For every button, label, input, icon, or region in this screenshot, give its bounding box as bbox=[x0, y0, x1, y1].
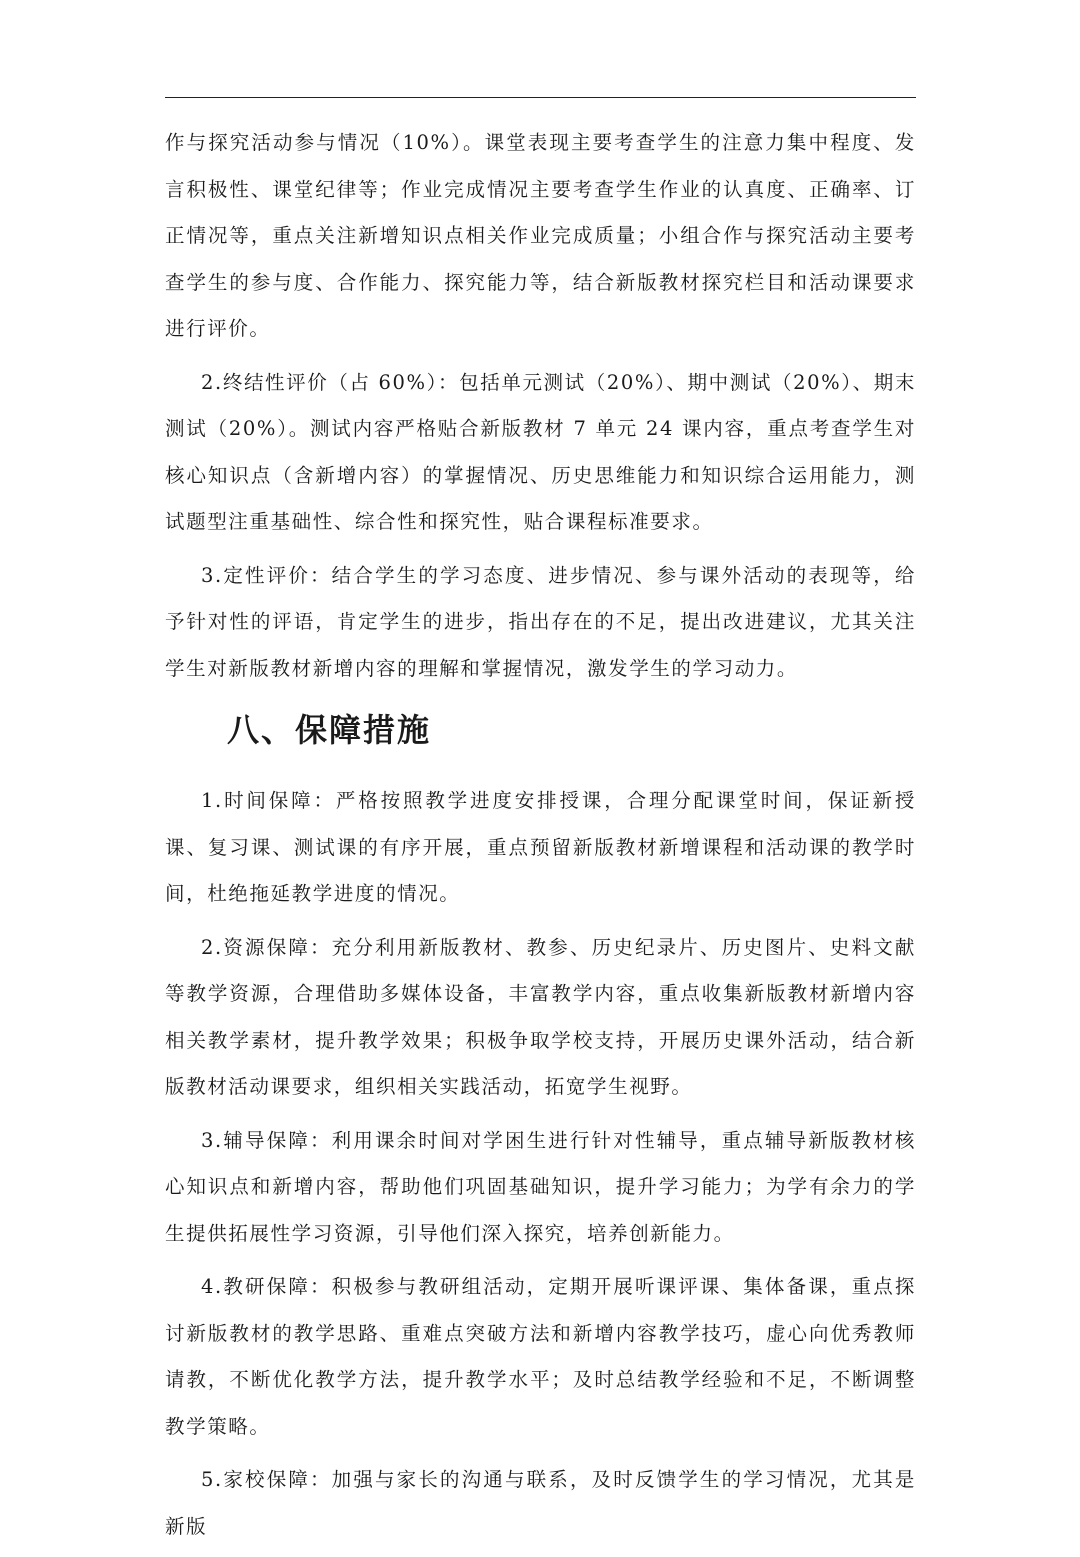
header-rule bbox=[165, 97, 916, 98]
paragraph-resource-guarantee: 2.资源保障：充分利用新版教材、教参、历史纪录片、历史图片、史料文献等教学资源，合理借助多媒体设备，丰富教学内容，重点收集新版教材新增内容相关教学素材，提升教学效果；积极争取学校支持，开展历史课外活动，结合新版教材活动课要求，组织相关实践活动，拓宽学生视野。 bbox=[165, 935, 916, 1098]
paragraph-evaluation-continued: 作与探究活动参与情况（10%）。课堂表现主要考查学生的注意力集中程度、发言积极性、课堂纪律等；作业完成情况主要考查学生作业的认真度、正确率、订正情况等，重点关注新增知识点相关作业完成质量；小组合作与探究活动主要考查学生的参与度、合作能力、探究能力等，结合新版教材探究栏目和活动课要求进行评价。 bbox=[165, 131, 916, 340]
document-body bbox=[165, 120, 916, 1557]
section-heading: 八、保障措施 bbox=[227, 711, 432, 749]
paragraph-summative-evaluation: 2.终结性评价（占 60%）：包括单元测试（20%）、期中测试（20%）、期末测试（20%）。测试内容严格贴合新版教材 7 单元 24 课内容，重点考查学生对核心知识点（含新增内容）的掌握情况、历史思维能力和知识综合运用能力，测试题型注重基础性、综合性和探究性，贴合课程标准要求。 bbox=[165, 370, 916, 533]
paragraph-research-guarantee: 4.教研保障：积极参与教研组活动，定期开展听课评课、集体备课，重点探讨新版教材的教学思路、重难点突破方法和新增内容教学技巧，虚心向优秀教师请教，不断优化教学方法，提升教学水平；及时总结教学经验和不足，不断调整教学策略。 bbox=[165, 1275, 916, 1438]
paragraph-time-guarantee: 1.时间保障：严格按照教学进度安排授课，合理分配课堂时间，保证新授课、复习课、测试课的有序开展，重点预留新版教材新增课程和活动课的教学时间，杜绝拖延教学进度的情况。 bbox=[165, 789, 916, 905]
paragraph-qualitative-evaluation: 3.定性评价：结合学生的学习态度、进步情况、参与课外活动的表现等，给予针对性的评语，肯定学生的进步，指出存在的不足，提出改进建议，尤其关注学生对新版教材新增内容的理解和掌握情况，激发学生的学习动力。 bbox=[165, 563, 916, 680]
paragraph-home-school-guarantee: 5.家校保障：加强与家长的沟通与联系，及时反馈学生的学习情况，尤其是新版 bbox=[165, 1468, 916, 1538]
paragraph-tutoring-guarantee: 3.辅导保障：利用课余时间对学困生进行针对性辅导，重点辅导新版教材核心知识点和新增内容，帮助他们巩固基础知识，提升学习能力；为学有余力的学生提供拓展性学习资源，引导他们深入探究，培养创新能力。 bbox=[165, 1128, 916, 1245]
